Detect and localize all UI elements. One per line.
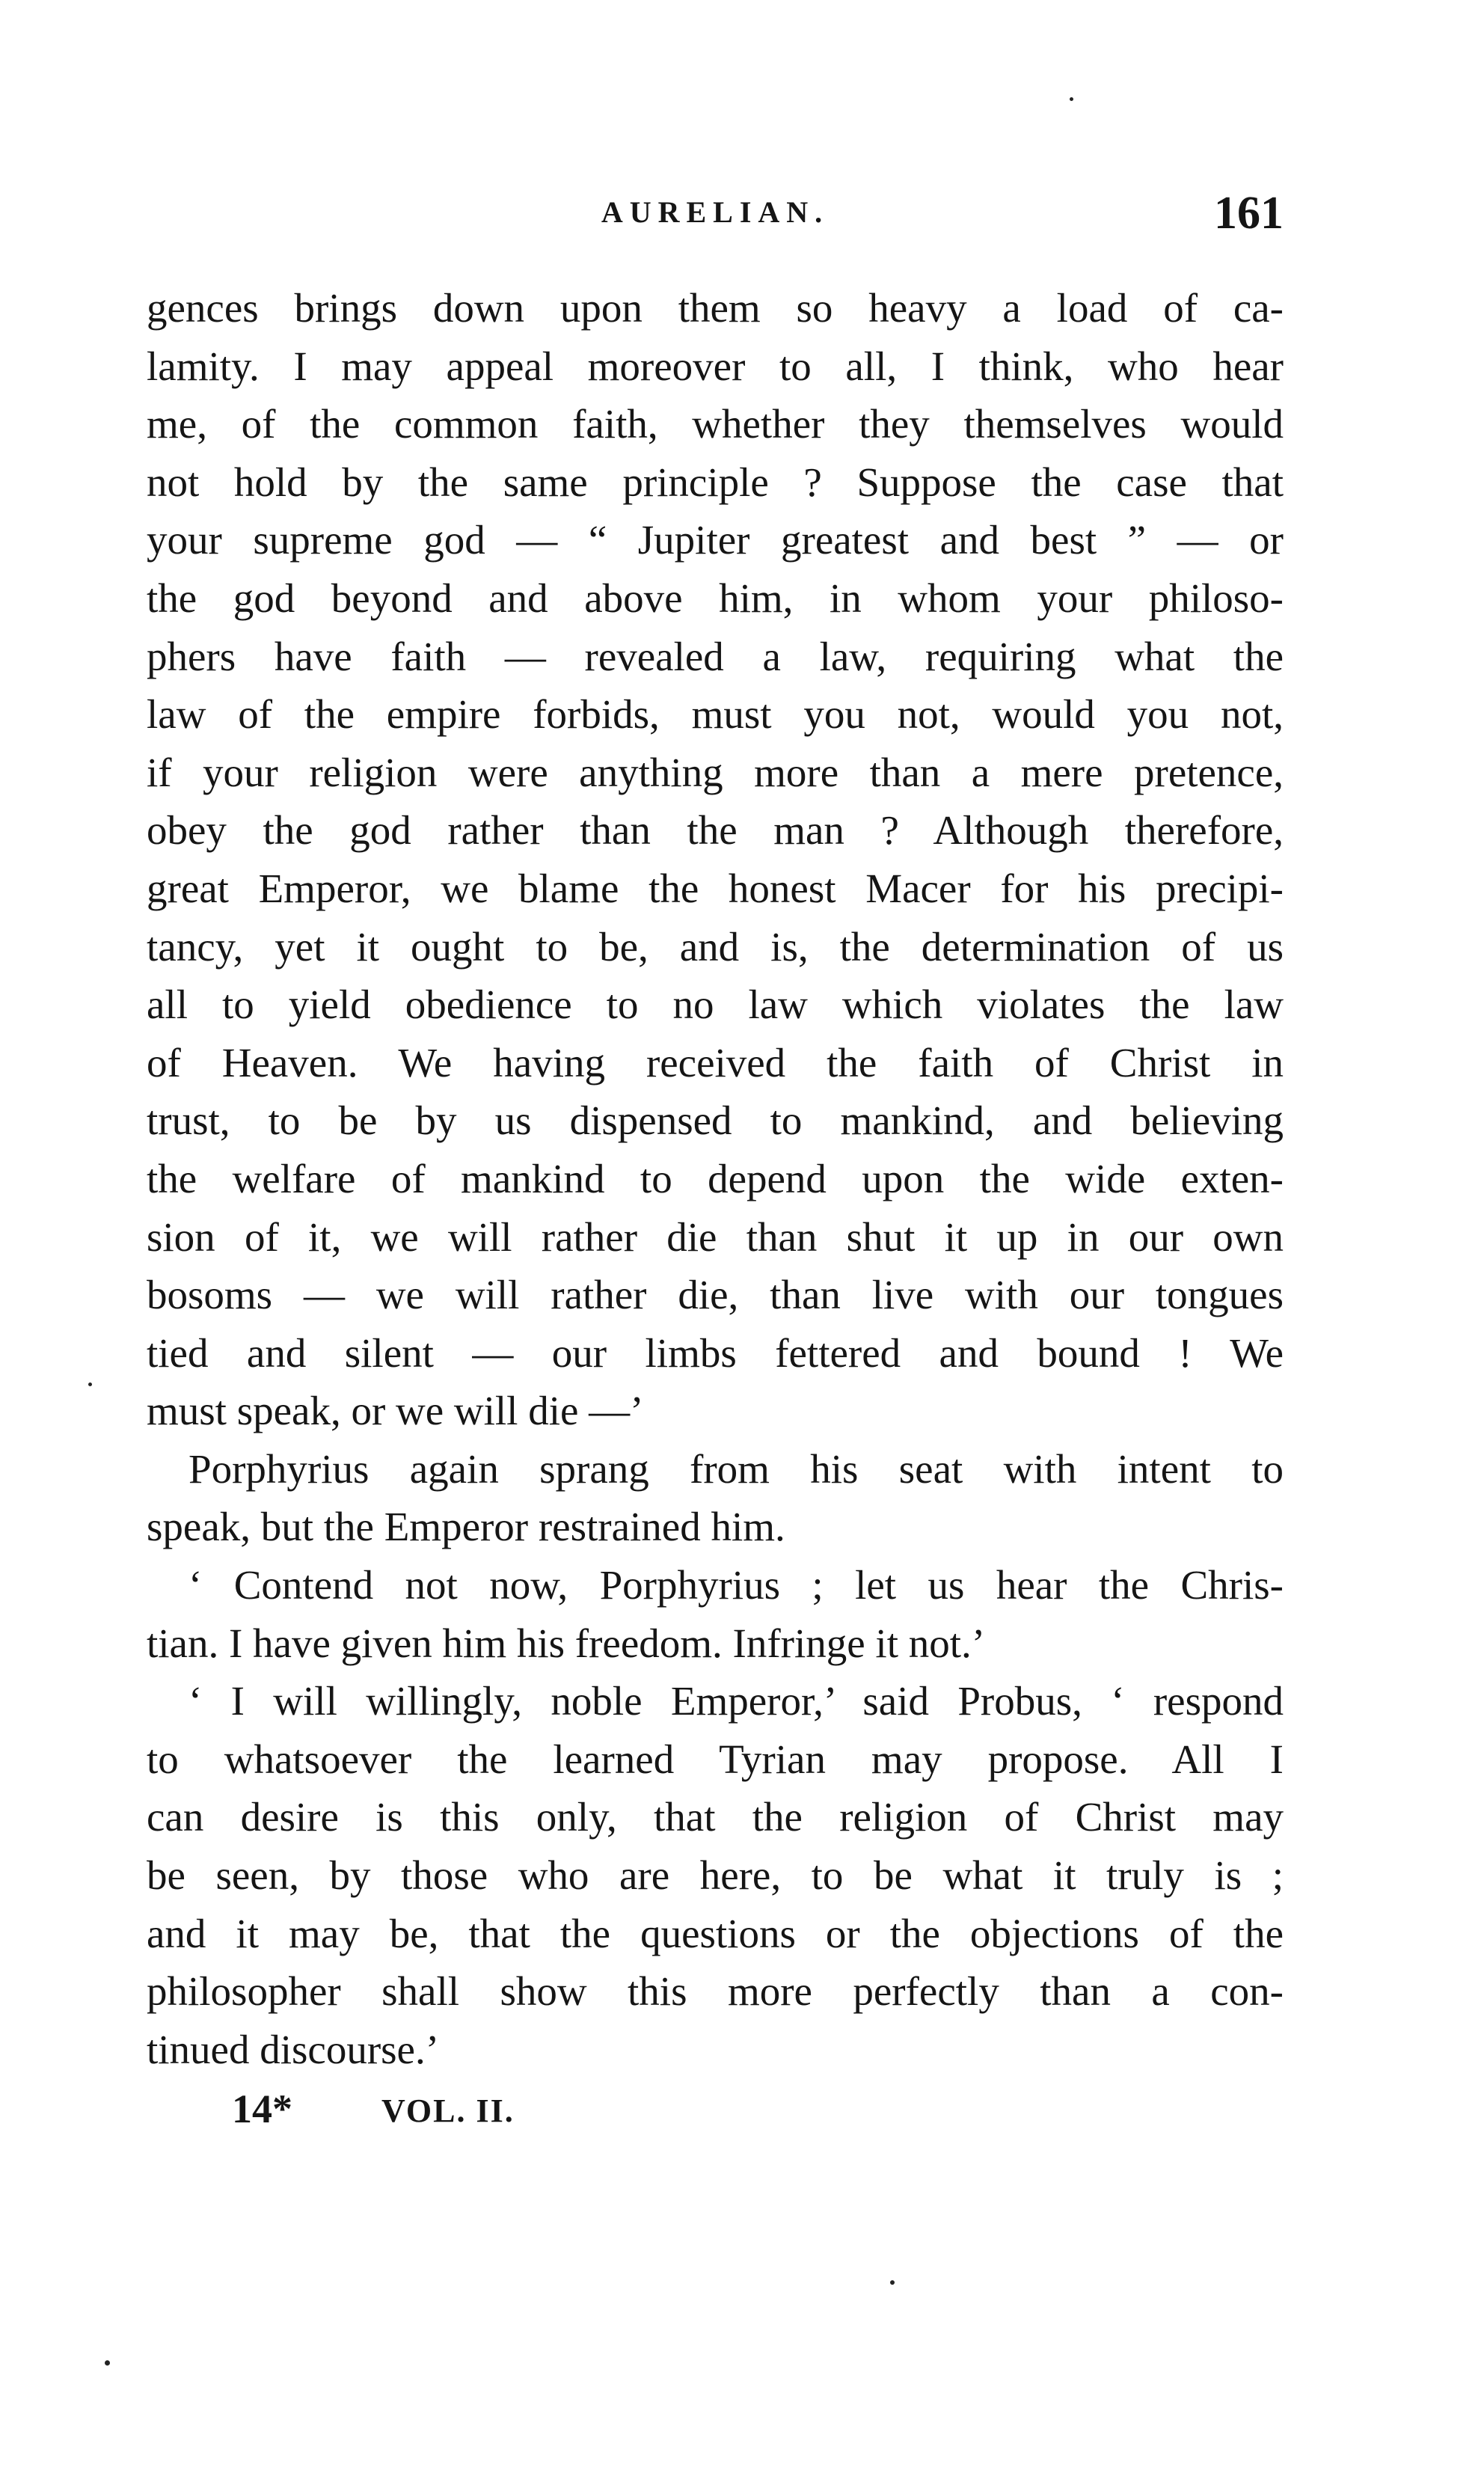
running-title: AURELIAN. bbox=[601, 195, 830, 229]
text-line: of Heaven. We having received the faith of Christ in bbox=[147, 1039, 1284, 1086]
scan-speck bbox=[88, 1383, 92, 1386]
text-line: law of the empire forbids, must you not, would you not, bbox=[147, 691, 1284, 738]
scan-speck bbox=[1070, 97, 1073, 101]
text-line: to whatsoever the learned Tyrian may propose. All I bbox=[147, 1736, 1284, 1782]
text-line: tinued discourse.’ bbox=[147, 2026, 440, 2072]
text-line: lamity. I may appeal moreover to all, I think, who hear bbox=[147, 343, 1284, 389]
text-line: tian. I have given him his freedom. Infringe it not.’ bbox=[147, 1620, 986, 1666]
text-line: be seen, by those who are here, to be what it truly is ; bbox=[147, 1852, 1284, 1899]
scan-speck bbox=[890, 2280, 895, 2285]
volume-mark: VOL. II. bbox=[381, 2092, 515, 2129]
text-line: the welfare of mankind to depend upon the wide exten- bbox=[147, 1155, 1284, 1201]
scan-speck bbox=[105, 2360, 110, 2366]
text-line: obey the god rather than the man ? Although therefore, bbox=[147, 807, 1284, 854]
text-line: not hold by the same principle ? Suppose the case that bbox=[147, 459, 1284, 505]
text-line: tancy, yet it ought to be, and is, the determination of us bbox=[147, 923, 1284, 970]
text-line: trust, to be by us dispensed to mankind, and believing bbox=[147, 1097, 1284, 1144]
signature-mark: 14* bbox=[232, 2086, 292, 2131]
text-line: great Emperor, we blame the honest Macer for his precipi- bbox=[147, 865, 1284, 911]
text-line: speak, but the Emperor restrained him. bbox=[147, 1504, 785, 1550]
paragraph bbox=[147, 1440, 1284, 1556]
text-line: ‘ I will willingly, noble Emperor,’ said Probus, ‘ respond bbox=[188, 1678, 1284, 1724]
text-line: gences brings down upon them so heavy a load of ca- bbox=[147, 285, 1284, 331]
text-line: can desire is this only, that the religion of Christ may bbox=[147, 1794, 1284, 1840]
text-line: me, of the common faith, whether they themselves would bbox=[147, 401, 1284, 447]
text-line: and it may be, that the questions or the objections of the bbox=[147, 1910, 1284, 1956]
text-line: phers have faith — revealed a law, requiring what the bbox=[147, 633, 1284, 679]
paragraph bbox=[147, 1556, 1284, 1672]
paragraph bbox=[147, 1672, 1284, 2078]
page-number: 161 bbox=[1214, 188, 1284, 239]
text-line: philosopher shall show this more perfectly than a con- bbox=[147, 1968, 1284, 2015]
text-line: all to yield obedience to no law which violates the law bbox=[147, 982, 1284, 1028]
text-line: bosoms — we will rather die, than live with our tongues bbox=[147, 1272, 1284, 1318]
text-line: the god beyond and above him, in whom your philoso- bbox=[147, 575, 1284, 621]
text-line: ‘ Contend not now, Porphyrius ; let us hear the Chris- bbox=[188, 1562, 1284, 1608]
text-line: Porphyrius again sprang from his seat with intent to bbox=[188, 1445, 1284, 1492]
text-line: sion of it, we will rather die than shut it up in our own bbox=[147, 1213, 1284, 1260]
paragraph bbox=[147, 279, 1284, 1440]
text-line: your supreme god — “ Jupiter greatest and best ” — or bbox=[147, 517, 1284, 563]
body-text bbox=[147, 279, 1284, 2078]
text-line: if your religion were anything more than a mere pretence, bbox=[147, 749, 1284, 795]
text-line: tied and silent — our limbs fettered and bound ! We bbox=[147, 1329, 1284, 1376]
page-header bbox=[147, 187, 1284, 239]
text-line: must speak, or we will die —’ bbox=[147, 1388, 644, 1434]
